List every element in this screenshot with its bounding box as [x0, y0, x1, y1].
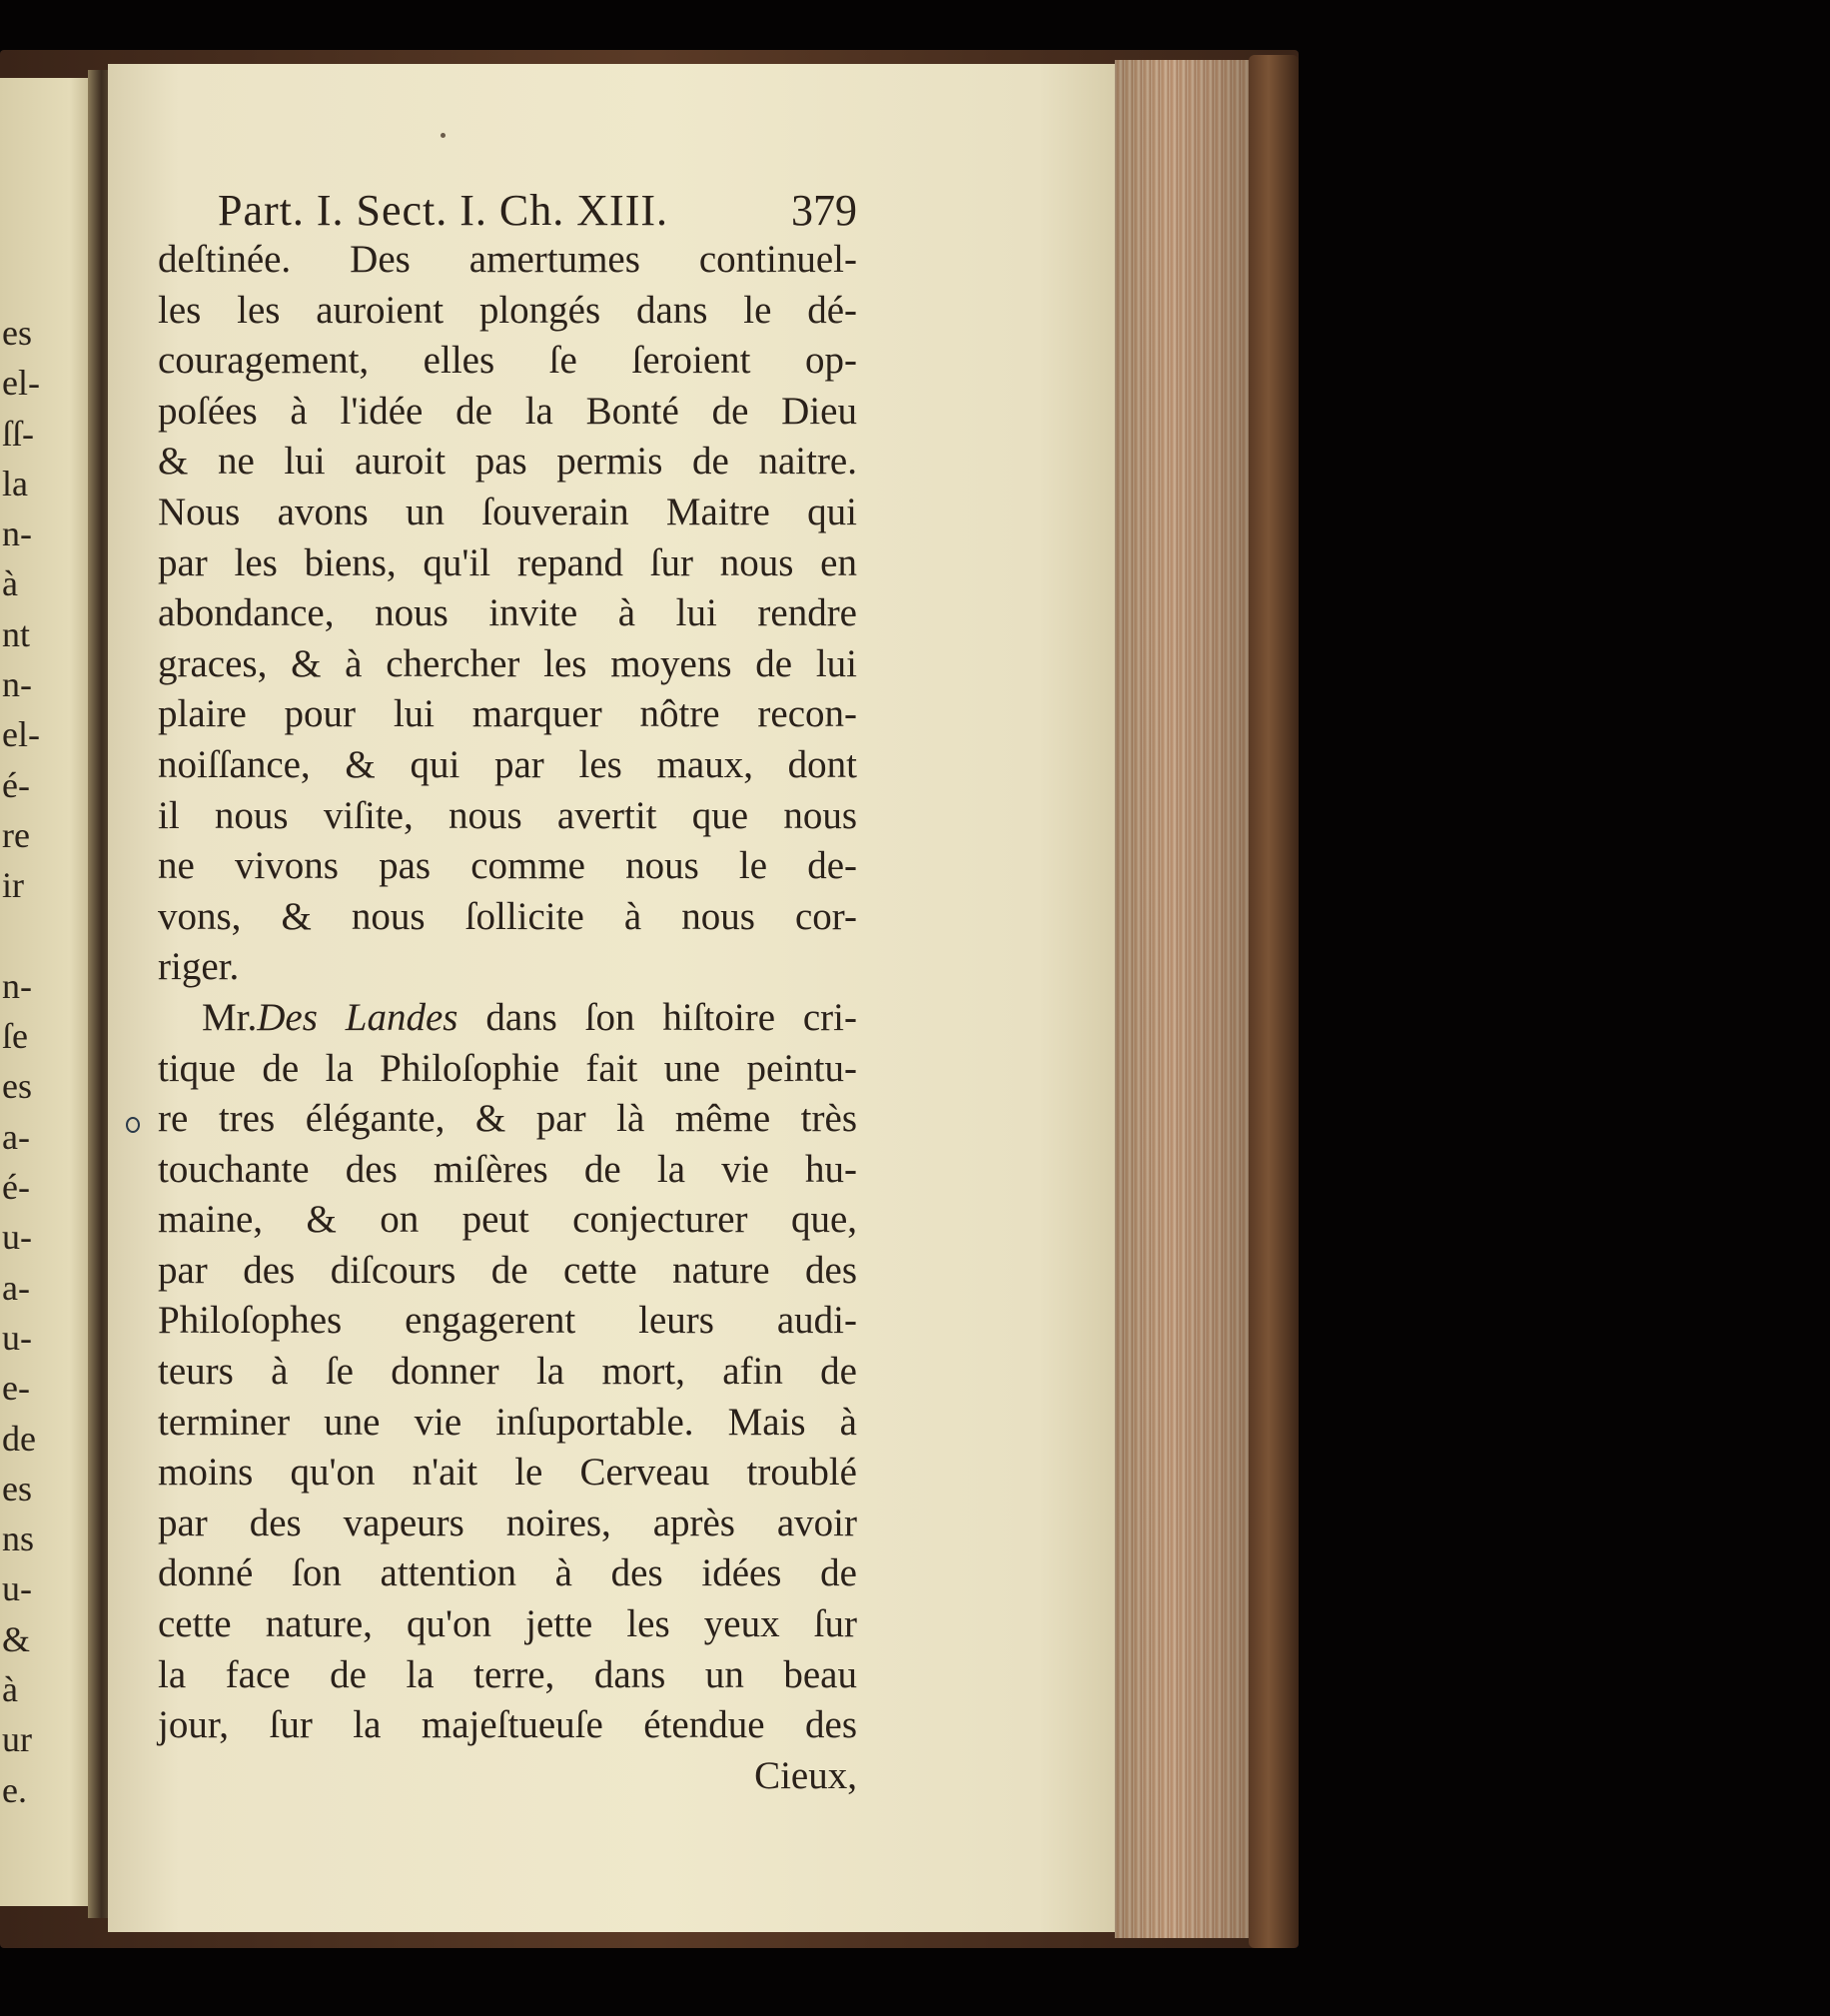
text-line: teurs à ſe donner la mort, afin de: [158, 1350, 857, 1394]
text-line: par des diſcours de cette nature des: [158, 1248, 857, 1292]
left-page-fragment: [2, 911, 62, 961]
text-line: par des vapeurs noires, après avoir: [158, 1501, 857, 1544]
left-page-fragment: ur: [2, 1719, 32, 1760]
left-page-fragment: es: [2, 1066, 32, 1107]
left-page-fragment: la: [2, 463, 28, 504]
left-page-fragment: é-: [2, 764, 30, 805]
text-line: les les auroient plongés dans le dé-: [158, 288, 857, 332]
left-page-fragment: a-: [2, 1267, 30, 1308]
left-page-fragment: el-: [2, 363, 40, 404]
left-page-fragment: &: [2, 1618, 31, 1659]
left-page-fragment: à: [2, 1669, 18, 1710]
paragraph-1: [158, 235, 857, 993]
text-line: Nous avons un ſouverain Maitre qui: [158, 490, 857, 533]
ink-speck: [441, 133, 446, 138]
text-line: couragement, elles ſe ſeroient op-: [158, 339, 857, 383]
text-line: donné ſon attention à des idées de: [158, 1551, 857, 1595]
left-page-fragment: à: [2, 563, 18, 604]
left-page-fragment: el-: [2, 714, 40, 755]
left-page-fragment: ſſ-: [2, 413, 34, 454]
text-line: abondance, nous invite à lui rendre: [158, 591, 857, 635]
text-line: tique de la Philoſophie fait une peintu-: [158, 1046, 857, 1090]
left-page-fragment: é-: [2, 1167, 30, 1208]
text-line: ne vivons pas comme nous le de-: [158, 844, 857, 888]
paragraph-2: [158, 1044, 857, 1751]
left-page-fragment: a-: [2, 1116, 30, 1157]
text-line: noiſſance, & qui par les maux, dont: [158, 742, 857, 786]
text-line: Philoſophes engagerent leurs audi-: [158, 1299, 857, 1343]
text-line: vons, & nous ſollicite à nous cor-: [158, 894, 857, 938]
left-page-fragment: e.: [2, 1769, 27, 1810]
body-text: [158, 235, 857, 1801]
text-line: maine, & on peut conjecturer que,: [158, 1198, 857, 1242]
text-line: deſtinée. Des amertumes continuel-: [158, 238, 857, 281]
author-name: Des Landes: [257, 995, 458, 1039]
left-page-fragment: es: [2, 1468, 32, 1509]
left-page-fragment: de: [2, 1418, 36, 1459]
text-line: [158, 993, 857, 1044]
left-page-fragment: u-: [2, 1568, 32, 1609]
left-page-fragment: ſe: [2, 1016, 28, 1057]
page-edges-shade: [1115, 60, 1255, 1938]
text-line: par les biens, qu'il repand ſur nous en: [158, 540, 857, 584]
text-line: touchante des miſères de la vie hu-: [158, 1147, 857, 1191]
text-line: jour, ſur la majeſtueuſe étendue des: [158, 1703, 857, 1747]
text-line: riger.: [158, 945, 240, 989]
left-page-fragment: re: [2, 814, 30, 855]
text-line: moins qu'on n'ait le Cerveau troublé: [158, 1451, 857, 1495]
para2-first-line: dans ſon hiſtoire cri-: [458, 995, 857, 1039]
running-head-title: Part. I. Sect. I. Ch. XIII.: [218, 186, 669, 235]
left-page: [0, 78, 100, 1906]
left-page-fragment: u-: [2, 1217, 32, 1258]
left-page-fragment: n-: [2, 513, 32, 554]
text-line: plaire pour lui marquer nôtre recon-: [158, 692, 857, 736]
left-page-fragment: ir: [2, 865, 24, 906]
para2-lead: Mr.: [202, 995, 258, 1039]
text-line: il nous viſite, nous avertit que nous: [158, 793, 857, 837]
left-page-text-fragments: [2, 308, 62, 1815]
page-number: 379: [791, 186, 857, 235]
text-line: la face de la terre, dans un beau: [158, 1652, 857, 1696]
left-page-fragment: n-: [2, 664, 32, 705]
left-page-fragment: u-: [2, 1317, 32, 1358]
text-line: & ne lui auroit pas permis de naitre.: [158, 440, 857, 484]
text-line: cette nature, qu'on jette les yeux ſur: [158, 1602, 857, 1646]
text-line: re tres élégante, & par là même très: [158, 1097, 857, 1141]
text-line: terminer une vie inſuportable. Mais à: [158, 1400, 857, 1444]
left-page-fragment: e-: [2, 1368, 30, 1409]
left-page-fragment: n-: [2, 965, 32, 1006]
left-page-fragment: nt: [2, 613, 31, 654]
running-head: [218, 185, 857, 241]
text-line: poſées à l'idée de la Bonté de Dieu: [158, 389, 857, 433]
margin-ring-mark: [126, 1117, 140, 1133]
left-page-fragment: es: [2, 313, 32, 353]
book-spine: [1249, 55, 1299, 1948]
text-line: graces, & à chercher les moyens de lui: [158, 641, 857, 685]
catchword: Cieux,: [754, 1753, 857, 1797]
left-page-fragment: ns: [2, 1518, 35, 1559]
